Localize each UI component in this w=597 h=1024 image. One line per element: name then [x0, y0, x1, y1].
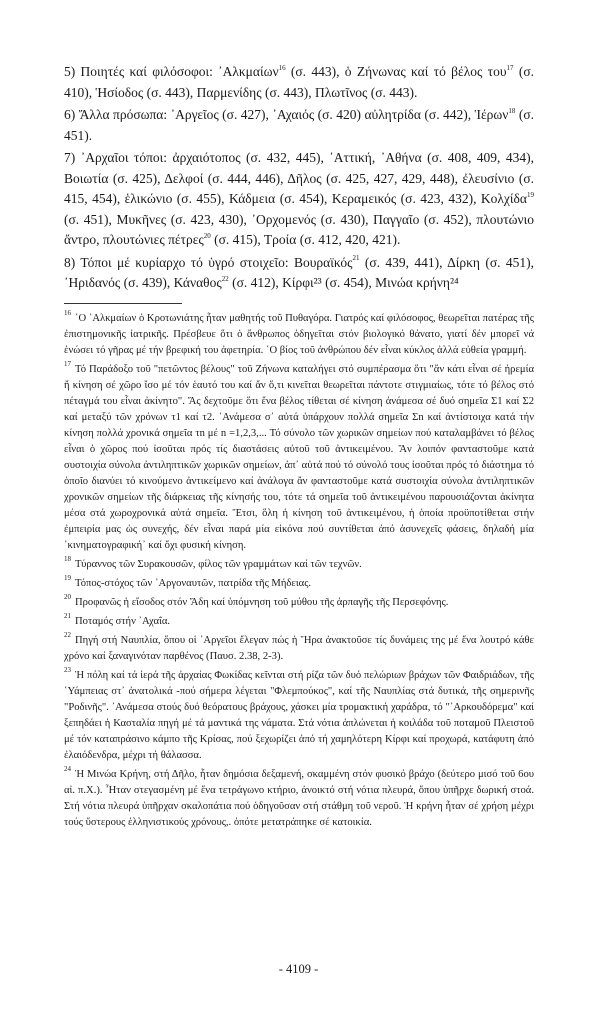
footnote-17: $^{17}$ Τό Παράδοξο τοῦ "πετῶντος βέλους" τοῦ Ζήνωνα καταλήγει στό συμπέρασμα ὅτι "ἄν κάτι εἶναι σέ ἠρεμία ἤ κίνηση σέ χῶρο ἴσο μέ τόν ἑαυτό του καί ἄν ὅ,τι κινεῖται θεωρεῖται πάντοτε στιγμιαίως, τότε τό βέλος στό πέταγμά του εἶναι ἀκίνητο". Ἄς δεχτοῦμε ὅτι ἕνα βέλος τίθεται σέ κίνηση ἀνάμεσα σέ δυό σημεῖα Σ1 καί Σ2 καί μεταξύ τῶν χρόνων τ1 καί τ2. ᾿Ανάμεσα σ᾿ αὐτά ὑπάρχουν πολλά σημεῖα Σn καί ἀντίστοιχα κατά τήν κίνηση πολλά χρονικά σημεῖα τn μέ n =1,2,3,... Τό σύνολο τῶν χωρικῶν σημείων πού καταλαμβάνει τό βέλος εἶναι ὁ χῶρος πού ἰσοῦται πρός τίς διαστάσεις αὐτοῦ τοῦ ἀντικειμένου. Ἄν λοιπόν φανταστοῦμε κατά συστοιχία σύνολα ἀντιληπτικῶν χωρικῶν σημείων, ἀπ᾿ αὐτά πού τό σύνολό τους ἰσοῦται πρός τό διάστημα τό ὁποῖο διανύει τό κινούμενο ἀντικείμενο καί ἀνάλογα ἄν φανταστοῦμε κατά συστοιχία σύνολα ἀντιληπτικῶν χρονικῶν σημείων τῆς διάρκειας τῆς κίνησής του, τότε τά σημεῖα τοῦ ἀντικειμένου παρουσιάζονται ἀκίνητα μέσα στά χωροχρονικά αὐτά σημεῖα. Ἔτσι, ὅλη ἡ κίνηση τοῦ ἀντικειμένου, ἡ ὁποία προϋποτίθεται στήν ἐμπειρία μας ὡς συνεχής, δέν εἶναι παρά μία εἰκόνα πού συντίθεται ἀπό ἀσυνεχεῖς φάσεις, δηλαδή μία ᾿κινηματογραφική᾿ καί ὄχι φυσική κίνηση. — [64, 359, 534, 551]
page-number: - 4109 - — [278, 962, 319, 976]
footnote-24: $^{24}$ Ἡ Μινώα Κρήνη, στή Δῆλο, ἦταν δημόσια δεξαμενή, σκαμμένη στόν φυσικό βράχο (δεύτερο μισό τοῦ 6ου αἰ. π.Χ.). Ἦταν στεγασμένη μέ ἕνα τετράγωνο κτήριο, ἀνοικτό στή νότια πλευρά, ὅπου ὑπῆρχε δωρική στοά. Στή νότια πλευρά ὑπῆρχαν σκαλοπάτια πού ὁδηγοῦσαν στή στάθμη τοῦ νεροῦ. Ἡ κρήνη ἦταν σέ χρήση μέχρι τούς ὕστερους ἑλληνιστικούς χρόνους,. ὁπότε μετατράπηκε σέ κατοικία. — [64, 764, 534, 828]
footnote-16: $^{16}$ ῾Ο ᾿Αλκμαίων ὁ Κροτωνιάτης ἦταν μαθητής τοῦ Πυθαγόρα. Γιατρός καί φιλόσοφος, θεωρεῖται πατέρας τῆς ἐπιστημονικῆς ἰατρικῆς. Πρέσβευε ὅτι ὁ ἄνθρωπος ὁδηγεῖται στόν βιολογικό θάνατο, γιατί δέν μπορεῖ νά ἑνώσει τό γῆρας μέ τήν βρεφική του ἀφετηρία. ῾Ο βίος τοῦ ἀνθρώπου δέν εἶναι κύκλος ἀλλά εὐθεία γραμμή. — [64, 308, 534, 356]
paragraph-7: 7) ᾿Αρχαῖοι τόποι: ἀρχαιότοπος (σ. 432, 445), ᾿Αττική, ᾿Αθήνα (σ. 408, 409, 434), Βοιωτία (σ. 425), Δελφοί (σ. 444, 446), Δῆλος (σ. 425, 427, 429, 448), ἐλευσίνιο (σ. 415, 454), ἑλικώνιο (σ. 455), Κάδμεια (σ. 454), Κεραμεικός (σ. 423, 432), Κολχίδα$^{19}$ (σ. 451), Μυκῆνες (σ. 423, 430), ᾿Ορχομενός (σ. 430), Παγγαῖο (σ. 452), πλουτώνιο ἄντρο, πλουτώνιες πέτρες$^{20}$ (σ. 415), Τροία (σ. 412, 420, 421). — [64, 150, 534, 247]
paragraph-5: 5) Ποιητές καί φιλόσοφοι: ᾿Αλκμαίων$^{16}$ (σ. 443), ὁ Ζήνωνας καί τό βέλος του$^{17}$ (σ. 410), Ἡσίοδος (σ. 443), Παρμενίδης (σ. 443), Πλωτῖνος (σ. 443). — [64, 63, 534, 100]
footnote-20: $^{20}$ Προφανῶς ἡ εἴσοδος στόν Ἅδη καί ὑπόμνηση τοῦ μύθου τῆς ἁρπαγῆς τῆς Περσεφόνης. — [64, 592, 449, 608]
footnote-divider — [64, 303, 182, 304]
paragraph-8: 8) Τόποι μέ κυρίαρχο τό ὑγρό στοιχεῖο: Βουραϊκός$^{21}$ (σ. 439, 441), Δίρκη (σ. 451), ᾿Ηριδανός (σ. 439), Κάναθος$^{22}$ (σ. 412), Κίρφι²³ (σ. 454), Μινώα κρήνη²⁴ — [64, 254, 534, 290]
footnote-21: $^{21}$ Ποταμός στήν ᾿Αχαΐα. — [64, 611, 171, 627]
page-body — [64, 62, 534, 834]
footnotes — [64, 308, 534, 831]
footnote-22: $^{22}$ Πηγή στή Ναυπλία, ὅπου οἱ ᾿Αργεῖοι ἔλεγαν πώς ἡ Ἥρα ἀνακτοῦσε τίς δυνάμεις της μέ ἕνα λουτρό κάθε χρόνο καί ξαναγινόταν παρθένος (Παυσ. 2.38, 2-3). — [64, 630, 534, 662]
paragraph-6: 6) Ἄλλα πρόσωπα: ᾿Αργεῖος (σ. 427), ᾿Αχαιός (σ. 420) αὐλητρίδα (σ. 442), Ἱέρων$^{18}$ (σ. 451). — [64, 106, 535, 143]
footnote-23: $^{23}$ Ἡ πόλη καί τά ἱερά τῆς ἀρχαίας Φωκίδας κεῖνται στή ρίζα τῶν δυό πελώριων βράχων τῶν Φαιδριάδων, τῆς ῾Υάμπειας στ᾿ ἀνατολικά -πού σήμερα λέγεται "Φλεμπούκος", καί τῆς Ναυπλίας στά δυτικά, τῆς σημερινῆς "Ροδινῆς". ᾿Ανάμεσα στούς δυό θεόρατους βράχους, χάσκει μία τρομακτική χαράδρα, τό "᾿Αρκουδόρεμα" καί ξεπηδάει ἡ Κασταλία πηγή μέ τά μαντικά της νάματα. Στά νότια ἁπλώνεται ἡ κοιλάδα τοῦ ποταμοῦ Πλειστοῦ μέ τόν καταπράσινο κάμπο τῆς Κρίσας, πού ξεχωρίζει ἀπό τή χαμηλότερη Κίρφι καί προχωρά, κατάφυτη ἀπό ἐλαιόδενδρα, μέχρι τή θάλασσα. — [64, 665, 534, 761]
footnote-19: $^{19}$ Τόπος-στόχος τῶν ᾿Αργοναυτῶν, πατρίδα τῆς Μήδειας. — [64, 573, 312, 589]
main-text — [64, 62, 534, 294]
footnote-18: $^{18}$ Τύραννος τῶν Συρακουσῶν, φίλος τῶν γραμμάτων καί τῶν τεχνῶν. — [64, 554, 362, 570]
